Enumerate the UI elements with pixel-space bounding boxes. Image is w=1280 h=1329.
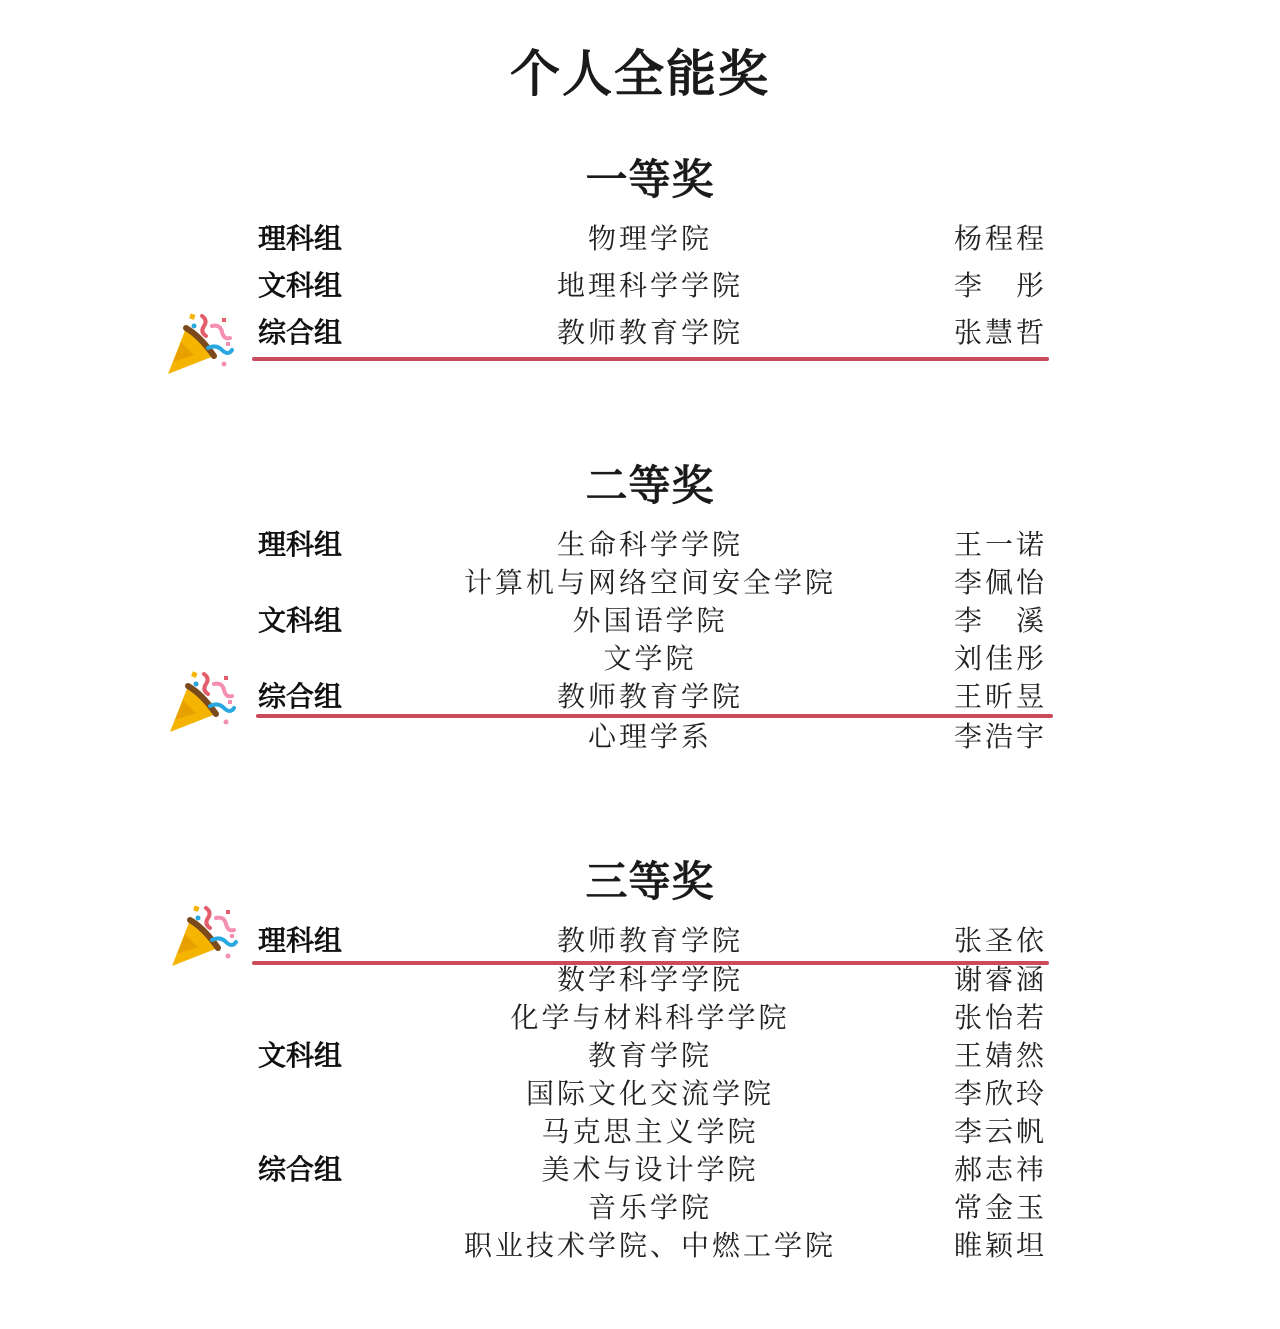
winner-name: 谢睿涵	[954, 963, 1048, 996]
college-name: 美术与设计学院	[541, 1153, 759, 1186]
winner-name: 常金玉	[954, 1191, 1048, 1224]
group-label: 文科组	[258, 1039, 343, 1072]
college-name: 地理科学学院	[556, 269, 744, 302]
party-popper-icon	[166, 666, 236, 736]
group-label: 文科组	[258, 269, 343, 302]
party-popper-icon	[168, 900, 238, 970]
group-label: 综合组	[258, 1153, 343, 1186]
award-row	[0, 1151, 1280, 1189]
college-name: 教师教育学院	[556, 316, 744, 349]
award-row	[0, 999, 1280, 1037]
winner-name: 张怡若	[954, 1001, 1048, 1034]
highlight-underline	[252, 357, 1049, 361]
group-label: 综合组	[258, 316, 343, 349]
award-row	[0, 1189, 1280, 1227]
award-row	[0, 267, 1280, 305]
award-row	[0, 1227, 1280, 1265]
winner-name: 李佩怡	[954, 566, 1048, 599]
college-name: 音乐学院	[587, 1191, 713, 1224]
party-popper-icon	[164, 308, 234, 378]
winner-name: 李云帆	[954, 1115, 1048, 1148]
award-row	[0, 526, 1280, 564]
winner-name: 李 溪	[954, 604, 1048, 637]
award-row	[0, 1037, 1280, 1075]
tier-title-third: 三等奖	[585, 857, 715, 906]
college-name: 职业技术学院、中燃工学院	[463, 1229, 837, 1262]
winner-name: 张慧哲	[954, 316, 1048, 349]
group-label: 文科组	[258, 604, 343, 637]
winner-name: 王婧然	[954, 1039, 1048, 1072]
award-row	[0, 1075, 1280, 1113]
college-name: 教育学院	[587, 1039, 713, 1072]
award-row	[0, 564, 1280, 602]
page-title: 个人全能奖	[510, 45, 770, 103]
college-name: 生命科学学院	[556, 528, 744, 561]
college-name: 化学与材料科学学院	[510, 1001, 790, 1034]
winner-name: 睢颖坦	[954, 1229, 1048, 1262]
award-row	[0, 1113, 1280, 1151]
group-label: 理科组	[258, 924, 343, 957]
college-name: 计算机与网络空间安全学院	[463, 566, 837, 599]
college-name: 教师教育学院	[556, 924, 744, 957]
college-name: 国际文化交流学院	[525, 1077, 775, 1110]
group-label: 理科组	[258, 528, 343, 561]
winner-name: 王一诺	[954, 528, 1048, 561]
winner-name: 张圣依	[954, 924, 1048, 957]
college-name: 物理学院	[587, 222, 713, 255]
winner-name: 王昕昱	[954, 680, 1048, 713]
group-label: 理科组	[258, 222, 343, 255]
winner-name: 李浩宇	[954, 720, 1048, 753]
winner-name: 刘佳彤	[954, 642, 1048, 675]
tier-title-second: 二等奖	[585, 461, 715, 510]
college-name: 心理学系	[587, 720, 713, 753]
winner-name: 李欣玲	[954, 1077, 1048, 1110]
college-name: 教师教育学院	[556, 680, 744, 713]
award-row	[0, 602, 1280, 640]
college-name: 文学院	[603, 642, 697, 675]
group-label: 综合组	[258, 680, 343, 713]
winner-name: 郝志祎	[954, 1153, 1048, 1186]
winner-name: 杨程程	[954, 222, 1048, 255]
college-name: 外国语学院	[572, 604, 728, 637]
award-row	[0, 220, 1280, 258]
college-name: 马克思主义学院	[541, 1115, 759, 1148]
winner-name: 李 彤	[954, 269, 1048, 302]
tier-title-first: 一等奖	[585, 155, 715, 204]
college-name: 数学科学学院	[556, 963, 744, 996]
